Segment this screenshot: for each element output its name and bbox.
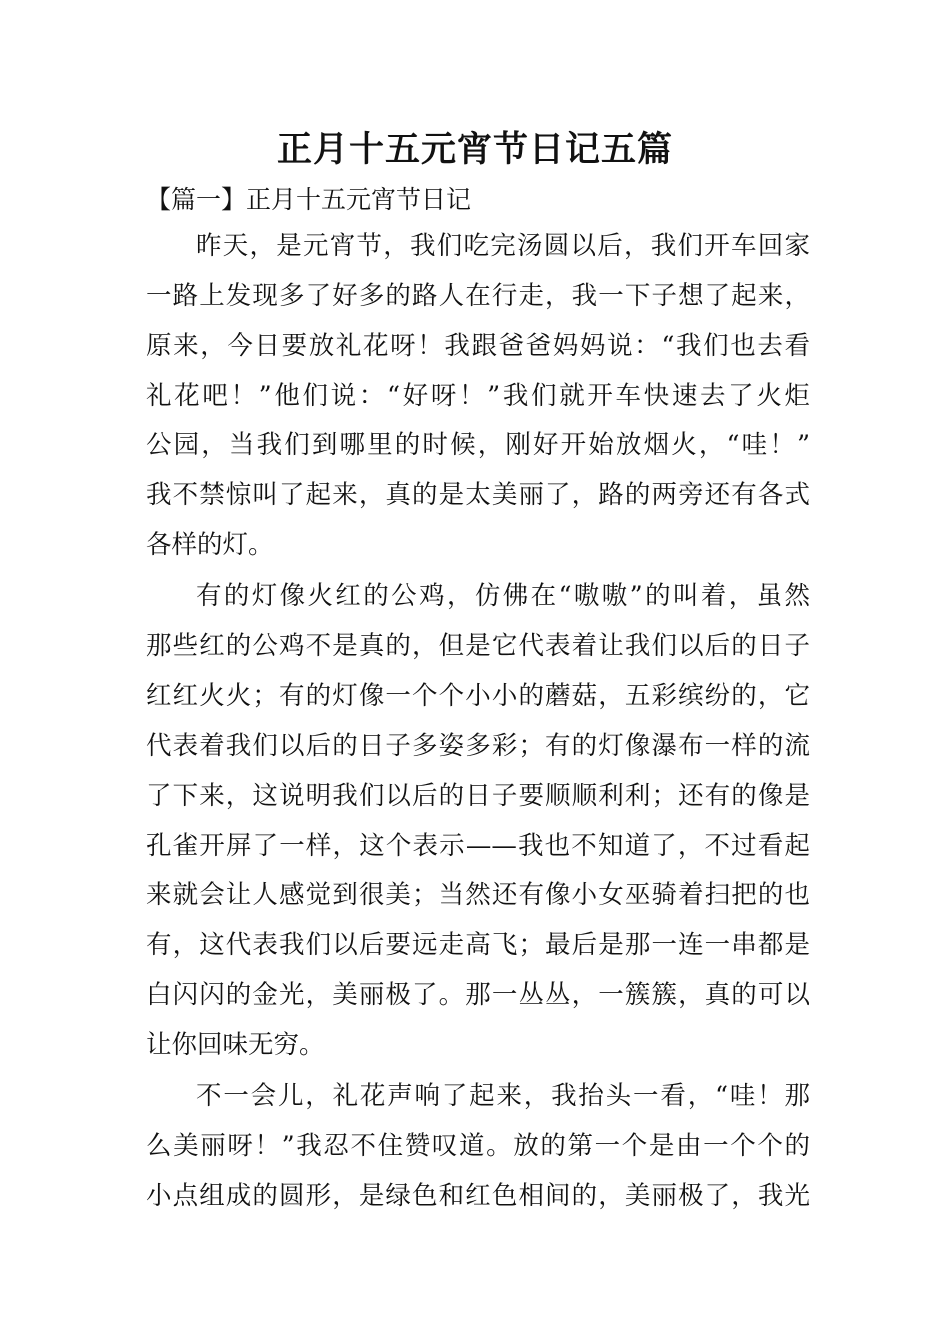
body-line: 小点组成的圆形，是绿色和红色相间的，美丽极了，我光 — [146, 1181, 810, 1211]
body-line: 原来，今日要放礼花呀！我跟爸爸妈妈说：“我们也去看 — [146, 331, 810, 361]
body-line: 白闪闪的金光，美丽极了。那一丛丛，一簇簇，真的可以 — [146, 980, 810, 1010]
body-line: 让你回味无穷。 — [146, 1030, 325, 1060]
body-line: 那些红的公鸡不是真的，但是它代表着让我们以后的日子 — [146, 631, 810, 661]
body-line: 不一会儿，礼花声响了起来，我抬头一看，“哇！那 — [196, 1081, 810, 1111]
body-line: 有，这代表我们以后要远走高飞；最后是那一连一串都是 — [146, 930, 810, 960]
body-line: 我不禁惊叫了起来，真的是太美丽了，路的两旁还有各式 — [146, 480, 810, 510]
body-line: 昨天，是元宵节，我们吃完汤圆以后，我们开车回家 — [196, 231, 810, 261]
body-line: 各样的灯。 — [146, 530, 274, 560]
body-line: 礼花吧！”他们说：“好呀！”我们就开车快速去了火炬 — [146, 381, 810, 411]
body-line: 红红火火；有的灯像一个个小小的蘑菇，五彩缤纷的，它 — [146, 681, 810, 711]
body-line: 孔雀开屏了一样，这个表示——我也不知道了，不过看起 — [146, 831, 810, 861]
body-line: 么美丽呀！”我忍不住赞叹道。放的第一个是由一个个的 — [146, 1131, 810, 1161]
body-line: 有的灯像火红的公鸡，仿佛在“嗷嗷”的叫着，虽然 — [196, 581, 810, 611]
body-line: 来就会让人感觉到很美；当然还有像小女巫骑着扫把的也 — [146, 880, 810, 910]
section-heading: 【篇一】正月十五元宵节日记 — [146, 185, 472, 214]
body-line: 一路上发现多了好多的路人在行走，我一下子想了起来， — [146, 281, 810, 311]
body-line: 公园，当我们到哪里的时候，刚好开始放烟火，“哇！” — [146, 430, 810, 460]
body-line: 了下来，这说明我们以后的日子要顺顺利利；还有的像是 — [146, 781, 810, 811]
document-title: 正月十五元宵节日记五篇 — [276, 130, 673, 170]
body-line: 代表着我们以后的日子多姿多彩；有的灯像瀑布一样的流 — [146, 731, 810, 761]
